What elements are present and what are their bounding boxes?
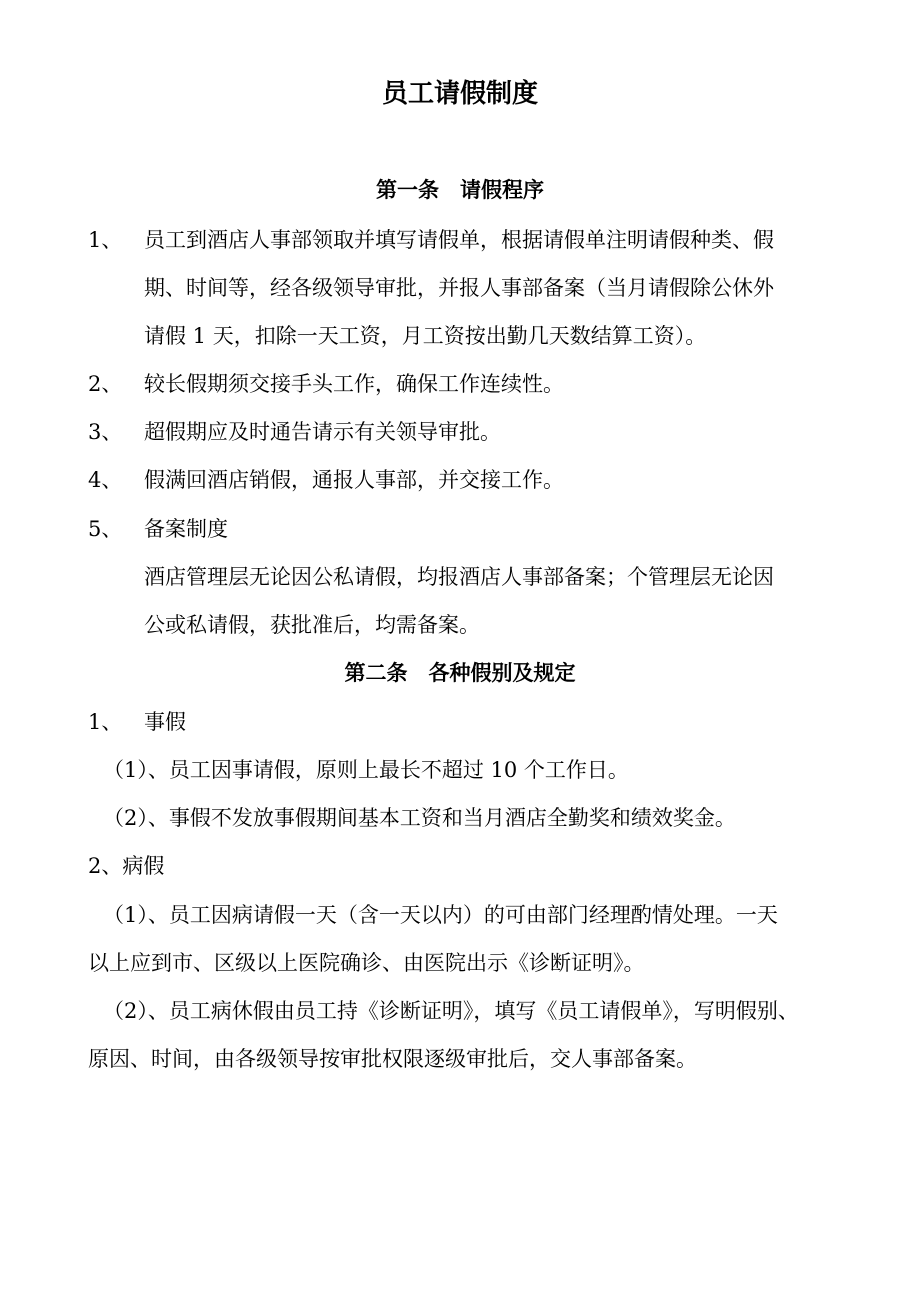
item-text-line: 请假 1 天，扣除一天工资，月工资按出勤几天数结算工资）。 [144,324,707,348]
sub-point-first-line: （1）、员工因病请假一天（含一天以内）的可由部门经理酌情处理。一天 [103,903,778,927]
item-text-line: 超假期应及时通告请示有关领导审批。 [144,420,501,444]
item-number: 5、 [88,517,123,541]
item-text-line: 酒店管理层无论因公私请假，均报酒店人事部备案；个管理层无论因 [144,565,774,589]
item-text-line: 员工到酒店人事部领取并填写请假单，根据请假单注明请假种类、假 [144,228,774,252]
sub-point-continuation: 以上应到市、区级以上医院确诊、由医院出示《诊断证明》。 [88,951,645,975]
sub-point-continuation: 原因、时间，由各级领导按审批权限逐级审批后，交人事部备案。 [88,1047,697,1071]
item-label: 事假 [144,710,186,734]
item-text-line: 较长假期须交接手头工作，确保工作连续性。 [144,372,564,396]
sub-point-first-line: （2）、员工病休假由员工持《诊断证明》，填写《员工请假单》，写明假别、 [103,999,799,1023]
sub-point: （1）、员工因事请假，原则上最长不超过 10 个工作日。 [103,758,629,782]
item-number: 3、 [88,420,123,444]
sub-point: （2）、事假不发放事假期间基本工资和当月酒店全勤奖和绩效奖金。 [103,806,736,830]
item-number: 1、 [88,228,123,252]
item-text-line: 备案制度 [144,517,228,541]
item-text-line: 期、时间等，经各级领导审批，并报人事部备案（当月请假除公休外 [144,276,774,300]
section-2-heading: 第二条 各种假别及规定 [344,661,576,685]
document-title: 员工请假制度 [381,79,538,109]
item-text-line: 公或私请假，获批准后，均需备案。 [144,613,480,637]
section-1-heading: 第一条 请假程序 [376,178,544,202]
item-label: 2、病假 [88,854,165,878]
item-number: 2、 [88,372,123,396]
item-text-line: 假满回酒店销假，通报人事部，并交接工作。 [144,468,564,492]
item-number: 1、 [88,710,123,734]
item-number: 4、 [88,468,123,492]
